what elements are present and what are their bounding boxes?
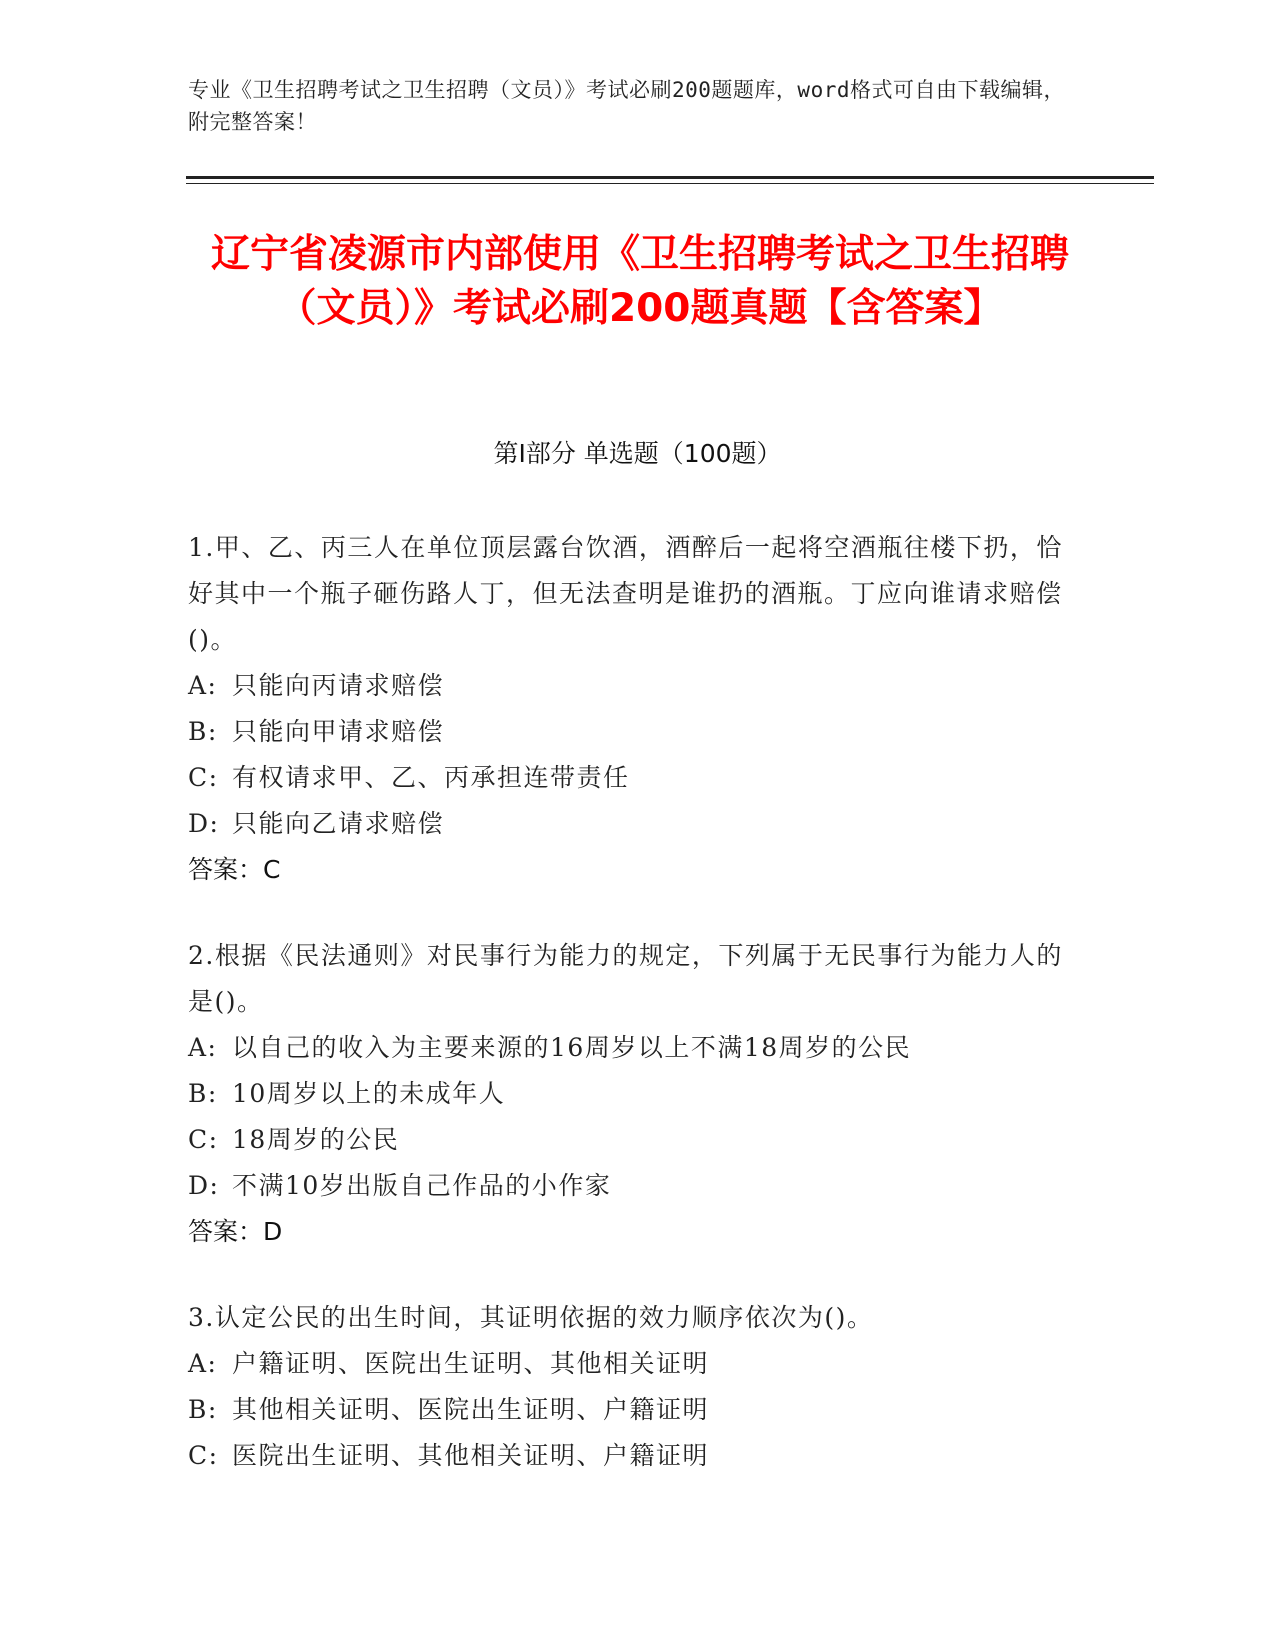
- option-text: 18周岁的公民: [232, 1125, 400, 1154]
- header-note: 专业《卫生招聘考试之卫生招聘（文员）》考试必刷200题题库，word格式可自由下载编辑，附完整答案！: [188, 78, 1065, 134]
- option-text: 只能向丙请求赔偿: [232, 671, 445, 700]
- option-letter: C:: [188, 763, 219, 792]
- question-stem: 2.根据《民法通则》对民事行为能力的规定，下列属于无民事行为能力人的是()。: [188, 941, 1063, 1016]
- option-text: 只能向甲请求赔偿: [232, 717, 445, 746]
- option-text: 有权请求甲、乙、丙承担连带责任: [232, 763, 630, 792]
- option-text: 只能向乙请求赔偿: [232, 809, 445, 838]
- question-1: [188, 525, 1068, 893]
- option-letter: C:: [188, 1125, 219, 1154]
- option-letter: B:: [188, 1079, 218, 1108]
- section-title: 第Ⅰ部分 单选题（100题）: [493, 439, 782, 468]
- question-list: [188, 525, 1068, 1519]
- option-letter: B:: [188, 717, 218, 746]
- option-letter: D:: [188, 809, 220, 838]
- header-divider-thin: [186, 183, 1154, 184]
- document-title: 辽宁省凌源市内部使用《卫生招聘考试之卫生招聘（文员）》考试必刷200题真题【含答案】: [210, 232, 1069, 331]
- option-text: 以自己的收入为主要来源的16周岁以上不满18周岁的公民: [232, 1033, 912, 1062]
- option-b: [188, 1071, 1068, 1117]
- option-b: [188, 1387, 1068, 1433]
- question-2: [188, 933, 1068, 1255]
- option-b: [188, 709, 1068, 755]
- option-c: [188, 1117, 1068, 1163]
- question-stem: 1.甲、乙、丙三人在单位顶层露台饮酒，酒醉后一起将空酒瓶往楼下扔，恰好其中一个瓶子砸伤路人丁，但无法查明是谁扔的酒瓶。丁应向谁请求赔偿()。: [188, 533, 1063, 654]
- option-text: 10周岁以上的未成年人: [232, 1079, 506, 1108]
- option-d: [188, 1163, 1068, 1209]
- option-a: [188, 1025, 1068, 1071]
- answer-line: 答案：C: [188, 855, 281, 884]
- option-d: [188, 801, 1068, 847]
- option-letter: D:: [188, 1171, 220, 1200]
- option-text: 其他相关证明、医院出生证明、户籍证明: [232, 1395, 710, 1424]
- question-stem: 3.认定公民的出生时间，其证明依据的效力顺序依次为()。: [188, 1303, 874, 1332]
- question-3: [188, 1295, 1068, 1479]
- option-letter: B:: [188, 1395, 218, 1424]
- option-letter: A:: [188, 1349, 218, 1378]
- option-c: [188, 755, 1068, 801]
- answer-line: 答案：D: [188, 1217, 283, 1246]
- option-letter: C:: [188, 1441, 219, 1470]
- header-divider-thick: [186, 176, 1154, 179]
- option-text: 不满10岁出版自己作品的小作家: [232, 1171, 612, 1200]
- option-text: 户籍证明、医院出生证明、其他相关证明: [232, 1349, 710, 1378]
- option-letter: A:: [188, 671, 218, 700]
- option-c: [188, 1433, 1068, 1479]
- option-letter: A:: [188, 1033, 218, 1062]
- option-text: 医院出生证明、其他相关证明、户籍证明: [232, 1441, 710, 1470]
- option-a: [188, 663, 1068, 709]
- option-a: [188, 1341, 1068, 1387]
